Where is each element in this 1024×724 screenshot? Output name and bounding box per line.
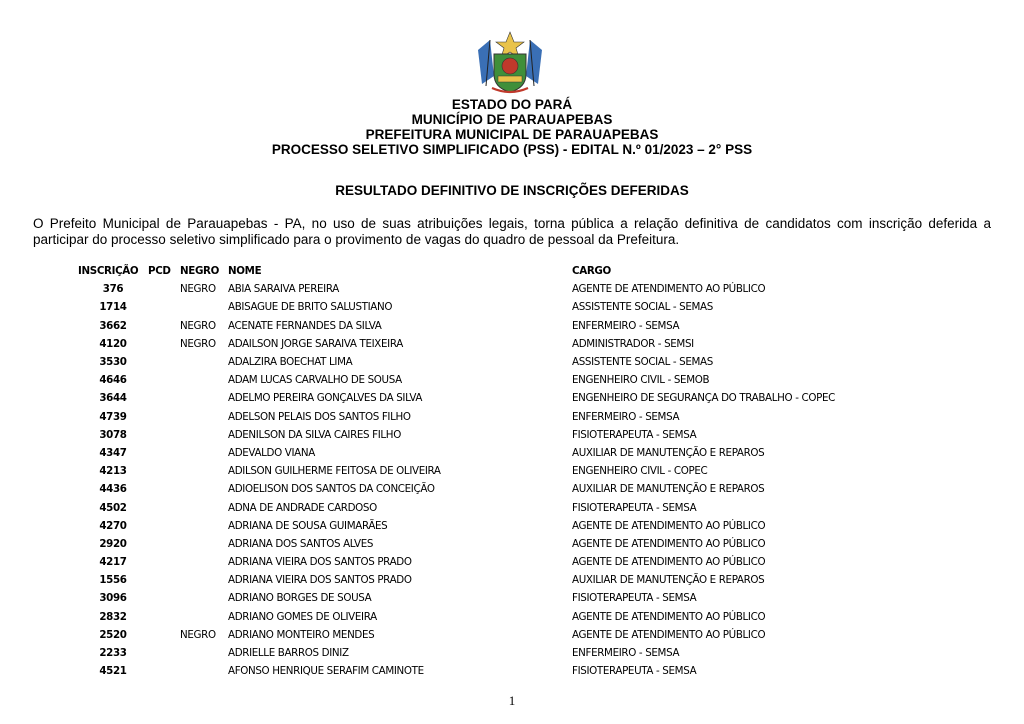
cell-nome: AFONSO HENRIQUE SERAFIM CAMINOTE [228, 665, 424, 678]
table-row [78, 662, 892, 680]
cell-inscricao: 2233 [99, 647, 127, 660]
table-header-row [78, 262, 892, 280]
cell-inscricao: 3662 [99, 319, 127, 332]
header-state: ESTADO DO PARÁ [451, 97, 573, 112]
cell-inscricao: 3644 [99, 392, 127, 405]
cell-negro [178, 371, 228, 389]
cell-inscricao: 4502 [99, 501, 127, 514]
cell-negro [178, 589, 228, 607]
cell-negro [178, 662, 228, 680]
cell-nome: ADNA DE ANDRADE CARDOSO [228, 501, 377, 514]
cell-inscricao: 3530 [99, 356, 127, 369]
result-title: RESULTADO DEFINITIVO DE INSCRIÇÕES DEFERIDAS [335, 183, 689, 198]
cell-inscricao: 4521 [99, 665, 127, 678]
cell-cargo: ASSISTENTE SOCIAL - SEMAS [572, 356, 713, 369]
table-body [78, 280, 892, 680]
column-header-pcd: PCD [148, 265, 171, 278]
cell-pcd [148, 662, 178, 680]
header-municipality: MUNICÍPIO DE PARAUAPEBAS [411, 112, 613, 127]
cell-pcd [148, 408, 178, 426]
cell-cargo: AUXILIAR DE MANUTENÇÃO E REPAROS [572, 574, 765, 587]
cell-pcd [148, 317, 178, 335]
cell-inscricao: 4217 [99, 556, 127, 569]
column-header-nome: NOME [228, 265, 262, 278]
table-row [78, 426, 892, 444]
cell-pcd [148, 426, 178, 444]
cell-negro: NEGRO [180, 283, 216, 296]
cell-inscricao: 4646 [99, 374, 127, 387]
cell-nome: ADIOELISON DOS SANTOS DA CONCEIÇÃO [228, 483, 435, 496]
cell-inscricao: 4270 [99, 519, 127, 532]
cell-negro [178, 517, 228, 535]
cell-negro [178, 353, 228, 371]
cell-inscricao: 4739 [99, 410, 127, 423]
column-header-negro: NEGRO [180, 265, 220, 278]
table-row [78, 644, 892, 662]
cell-inscricao: 2832 [99, 610, 127, 623]
cell-pcd [148, 535, 178, 553]
cell-cargo: FISIOTERAPEUTA - SEMSA [572, 428, 697, 441]
cell-negro [178, 480, 228, 498]
cell-nome: ABIA SARAIVA PEREIRA [228, 283, 339, 296]
cell-nome: ADRIANA DOS SANTOS ALVES [228, 537, 374, 550]
cell-nome: ADILSON GUILHERME FEITOSA DE OLIVEIRA [228, 465, 441, 478]
cell-nome: ADRIANO MONTEIRO MENDES [228, 628, 375, 641]
cell-pcd [148, 553, 178, 571]
cell-nome: ADELMO PEREIRA GONÇALVES DA SILVA [228, 392, 423, 405]
table-row [78, 535, 892, 553]
cell-pcd [148, 353, 178, 371]
cell-negro [178, 389, 228, 407]
document-header [0, 97, 1024, 157]
cell-pcd [148, 280, 178, 298]
cell-pcd [148, 335, 178, 353]
cell-pcd [148, 608, 178, 626]
table-row [78, 553, 892, 571]
column-header-inscricao: INSCRIÇÃO [78, 265, 139, 278]
cell-cargo: ENGENHEIRO DE SEGURANÇA DO TRABALHO - COPEC [572, 392, 835, 405]
table-row [78, 408, 892, 426]
cell-nome: ADRIANA VIEIRA DOS SANTOS PRADO [228, 556, 412, 569]
intro-paragraph: O Prefeito Municipal de Parauapebas - PA, no uso de suas atribuições legais, torna pública a relação definitiva de candidatos com inscrição deferida a participar do processo seletivo simplificado para o provimento de vagas do quadro de pessoal da Prefeitura. [33, 216, 991, 247]
table-row [78, 462, 892, 480]
cell-cargo: ENFERMEIRO - SEMSA [572, 410, 680, 423]
cell-inscricao: 4213 [99, 465, 127, 478]
cell-nome: ADEVALDO VIANA [228, 446, 315, 459]
cell-nome: ADRIANO GOMES DE OLIVEIRA [228, 610, 377, 623]
cell-negro: NEGRO [180, 337, 216, 350]
cell-cargo: AGENTE DE ATENDIMENTO AO PÚBLICO [572, 537, 766, 550]
municipal-crest-logo [470, 30, 550, 96]
cell-inscricao: 376 [102, 283, 124, 296]
column-header-cargo: CARGO [572, 265, 611, 278]
table-row [78, 480, 892, 498]
cell-cargo: ENFERMEIRO - SEMSA [572, 319, 680, 332]
cell-pcd [148, 389, 178, 407]
cell-cargo: AGENTE DE ATENDIMENTO AO PÚBLICO [572, 610, 766, 623]
cell-cargo: AGENTE DE ATENDIMENTO AO PÚBLICO [572, 519, 766, 532]
cell-pcd [148, 371, 178, 389]
cell-nome: ADELSON PELAIS DOS SANTOS FILHO [228, 410, 411, 423]
cell-cargo: ASSISTENTE SOCIAL - SEMAS [572, 301, 713, 314]
table-row [78, 626, 892, 644]
table-row [78, 335, 892, 353]
cell-nome: ADRIELLE BARROS DINIZ [228, 647, 349, 660]
cell-nome: ADAM LUCAS CARVALHO DE SOUSA [228, 374, 402, 387]
cell-inscricao: 4120 [99, 337, 127, 350]
cell-nome: ADENILSON DA SILVA CAIRES FILHO [228, 428, 401, 441]
table-row [78, 389, 892, 407]
cell-pcd [148, 444, 178, 462]
cell-negro [178, 298, 228, 316]
cell-inscricao: 2920 [99, 537, 127, 550]
cell-cargo: AGENTE DE ATENDIMENTO AO PÚBLICO [572, 628, 766, 641]
cell-negro [178, 535, 228, 553]
cell-cargo: ENGENHEIRO CIVIL - COPEC [572, 465, 708, 478]
cell-nome: ADRIANO BORGES DE SOUSA [228, 592, 372, 605]
table-row [78, 317, 892, 335]
header-process: PROCESSO SELETIVO SIMPLIFICADO (PSS) - EDITAL N.º 01/2023 – 2° PSS [271, 142, 753, 157]
cell-negro: NEGRO [180, 628, 216, 641]
cell-cargo: FISIOTERAPEUTA - SEMSA [572, 665, 697, 678]
cell-cargo: AUXILIAR DE MANUTENÇÃO E REPAROS [572, 446, 765, 459]
cell-pcd [148, 589, 178, 607]
cell-cargo: AUXILIAR DE MANUTENÇÃO E REPAROS [572, 483, 765, 496]
cell-negro [178, 553, 228, 571]
header-prefecture: PREFEITURA MUNICIPAL DE PARAUAPEBAS [365, 127, 659, 142]
cell-pcd [148, 626, 178, 644]
cell-negro [178, 608, 228, 626]
table-row [78, 517, 892, 535]
table-row [78, 444, 892, 462]
crest-left-flag [478, 40, 494, 84]
cell-pcd [148, 462, 178, 480]
table-row [78, 608, 892, 626]
cell-cargo: ADMINISTRADOR - SEMSI [572, 337, 694, 350]
cell-pcd [148, 298, 178, 316]
cell-nome: ABISAGUE DE BRITO SALUSTIANO [228, 301, 393, 314]
cell-negro: NEGRO [180, 319, 216, 332]
table-row [78, 371, 892, 389]
cell-negro [178, 571, 228, 589]
cell-negro [178, 498, 228, 516]
cell-cargo: ENGENHEIRO CIVIL - SEMOB [572, 374, 710, 387]
cell-nome: ADALZIRA BOECHAT LIMA [228, 356, 353, 369]
candidates-table [78, 262, 892, 680]
cell-cargo: FISIOTERAPEUTA - SEMSA [572, 592, 697, 605]
cell-negro [178, 644, 228, 662]
cell-cargo: AGENTE DE ATENDIMENTO AO PÚBLICO [572, 283, 766, 296]
page-number: 1 [508, 693, 516, 708]
cell-pcd [148, 480, 178, 498]
cell-pcd [148, 498, 178, 516]
cell-cargo: FISIOTERAPEUTA - SEMSA [572, 501, 697, 514]
cell-inscricao: 2520 [99, 628, 127, 641]
cell-pcd [148, 571, 178, 589]
cell-inscricao: 4347 [99, 446, 127, 459]
cell-inscricao: 3078 [99, 428, 127, 441]
cell-inscricao: 1714 [99, 301, 127, 314]
cell-pcd [148, 517, 178, 535]
cell-negro [178, 462, 228, 480]
table-row [78, 353, 892, 371]
cell-nome: ADRIANA DE SOUSA GUIMARÃES [228, 519, 388, 532]
cell-negro [178, 444, 228, 462]
cell-inscricao: 4436 [99, 483, 127, 496]
cell-inscricao: 1556 [99, 574, 127, 587]
cell-nome: ADRIANA VIEIRA DOS SANTOS PRADO [228, 574, 412, 587]
table-row [78, 571, 892, 589]
table-row [78, 280, 892, 298]
table-row [78, 298, 892, 316]
table-row [78, 589, 892, 607]
cell-negro [178, 408, 228, 426]
cell-cargo: AGENTE DE ATENDIMENTO AO PÚBLICO [572, 556, 766, 569]
table-row [78, 498, 892, 516]
cell-negro [178, 426, 228, 444]
cell-cargo: ENFERMEIRO - SEMSA [572, 647, 680, 660]
cell-pcd [148, 644, 178, 662]
crest-right-flag [526, 40, 542, 84]
cell-nome: ADAILSON JORGE SARAIVA TEIXEIRA [228, 337, 403, 350]
cell-inscricao: 3096 [99, 592, 127, 605]
cell-nome: ACENATE FERNANDES DA SILVA [228, 319, 382, 332]
